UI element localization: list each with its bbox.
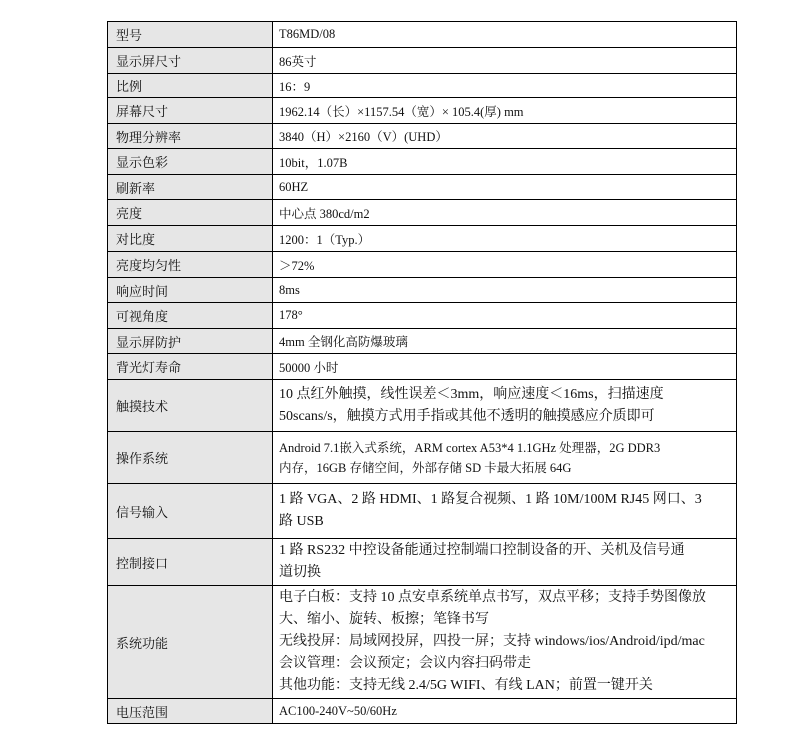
spec-value-line: 3840（H）×2160（V）(UHD） [279, 130, 448, 144]
spec-label: 显示屏尺寸 [108, 48, 273, 74]
spec-value [273, 539, 737, 586]
spec-value-line: 路 USB [279, 514, 324, 529]
spec-label: 比例 [108, 74, 273, 98]
spec-value-line: 大、缩小、旋转、板擦；笔锋书写 [279, 612, 489, 627]
spec-row [108, 98, 737, 124]
spec-value [273, 22, 737, 48]
spec-row [108, 22, 737, 48]
spec-label: 刷新率 [108, 175, 273, 200]
spec-value [273, 380, 737, 432]
spec-value-line: 1200：1（Typ.） [279, 232, 371, 247]
spec-value-line: 其他功能：支持无线 2.4/5G WIFI、有线 LAN；前置一键开关 [279, 678, 653, 693]
spec-value [273, 586, 737, 699]
spec-table [107, 21, 737, 724]
spec-row [108, 200, 737, 226]
spec-value [273, 149, 737, 175]
spec-label: 显示色彩 [108, 149, 273, 175]
spec-row [108, 74, 737, 98]
spec-row [108, 149, 737, 175]
spec-value-line: 178° [279, 308, 303, 322]
spec-value-line: 86英寸 [279, 54, 317, 69]
spec-label: 可视角度 [108, 303, 273, 329]
spec-value [273, 124, 737, 149]
spec-value [273, 252, 737, 278]
spec-row [108, 586, 737, 699]
spec-row [108, 175, 737, 200]
spec-label: 控制接口 [108, 539, 273, 586]
spec-value [273, 278, 737, 303]
spec-value [273, 329, 737, 354]
spec-value [273, 200, 737, 226]
spec-label: 显示屏防护 [108, 329, 273, 354]
spec-value [273, 699, 737, 724]
spec-row [108, 380, 737, 432]
spec-label: 背光灯寿命 [108, 354, 273, 380]
spec-table-body [108, 22, 737, 724]
spec-value [273, 98, 737, 124]
spec-value-line: 电子白板：支持 10 点安卓系统单点书写，双点平移；支持手势图像放 [279, 590, 706, 605]
spec-row [108, 484, 737, 539]
spec-value-line: Android 7.1嵌入式系统，ARM cortex A53*4 1.1GHz 处理器，2G DDR3 [279, 440, 661, 455]
spec-row [108, 539, 737, 586]
spec-label: 响应时间 [108, 278, 273, 303]
spec-value-line: AC100-240V~50/60Hz [279, 703, 397, 718]
spec-value-line: T86MD/08 [279, 27, 336, 41]
spec-label: 亮度均匀性 [108, 252, 273, 278]
spec-row [108, 48, 737, 74]
spec-value-line: 50scans/s，触摸方式用手指或其他不透明的触摸感应介质即可 [279, 408, 655, 424]
spec-value-line: ＞72% [279, 258, 315, 273]
spec-label: 系统功能 [108, 586, 273, 699]
spec-label: 操作系统 [108, 432, 273, 484]
spec-row [108, 124, 737, 149]
spec-label: 对比度 [108, 226, 273, 252]
spec-row [108, 329, 737, 354]
spec-value [273, 303, 737, 329]
spec-row [108, 699, 737, 724]
spec-value-line: 1962.14（长）×1157.54（宽）× 105.4(厚) mm [279, 104, 524, 119]
spec-value-line: 1 路 VGA、2 路 HDMI、1 路复合视频、1 路 10M/100M RJ45 网口、3 [279, 492, 702, 507]
spec-row [108, 252, 737, 278]
spec-value-line: 会议管理：会议预定；会议内容扫码带走 [279, 656, 531, 671]
spec-value-line: 10 点红外触摸，线性误差＜3mm，响应速度＜16ms，扫描速度 [279, 386, 664, 402]
spec-label: 物理分辨率 [108, 124, 273, 149]
spec-value [273, 484, 737, 539]
spec-row [108, 432, 737, 484]
spec-value-line: 无线投屏：局域网投屏，四投一屏；支持 windows/ios/Android/ipd/mac [279, 634, 705, 649]
spec-value [273, 175, 737, 200]
spec-value-line: 8ms [279, 282, 300, 297]
spec-value-line: 16：9 [279, 79, 311, 94]
spec-value-line: 中心点 380cd/m2 [279, 206, 370, 221]
spec-value-line: 内存，16GB 存储空间，外部存储 SD 卡最大拓展 64G [279, 460, 572, 475]
spec-value [273, 226, 737, 252]
spec-value-line: 60HZ [279, 179, 309, 194]
spec-label: 信号输入 [108, 484, 273, 539]
spec-label: 触摸技术 [108, 380, 273, 432]
spec-value [273, 354, 737, 380]
spec-value-line: 1 路 RS232 中控设备能通过控制端口控制设备的开、关机及信号通 [279, 543, 685, 558]
spec-value-line: 4mm 全钢化高防爆玻璃 [279, 335, 408, 349]
spec-value [273, 48, 737, 74]
spec-value-line: 道切换 [279, 565, 321, 580]
spec-label: 电压范围 [108, 699, 273, 724]
spec-label: 屏幕尺寸 [108, 98, 273, 124]
spec-row [108, 303, 737, 329]
spec-row [108, 278, 737, 303]
spec-value [273, 74, 737, 98]
spec-label: 亮度 [108, 200, 273, 226]
spec-value-line: 50000 小时 [279, 360, 339, 375]
spec-value [273, 432, 737, 484]
spec-row [108, 354, 737, 380]
spec-value-line: 10bit，1.07B [279, 155, 348, 170]
spec-row [108, 226, 737, 252]
spec-label: 型号 [108, 22, 273, 48]
